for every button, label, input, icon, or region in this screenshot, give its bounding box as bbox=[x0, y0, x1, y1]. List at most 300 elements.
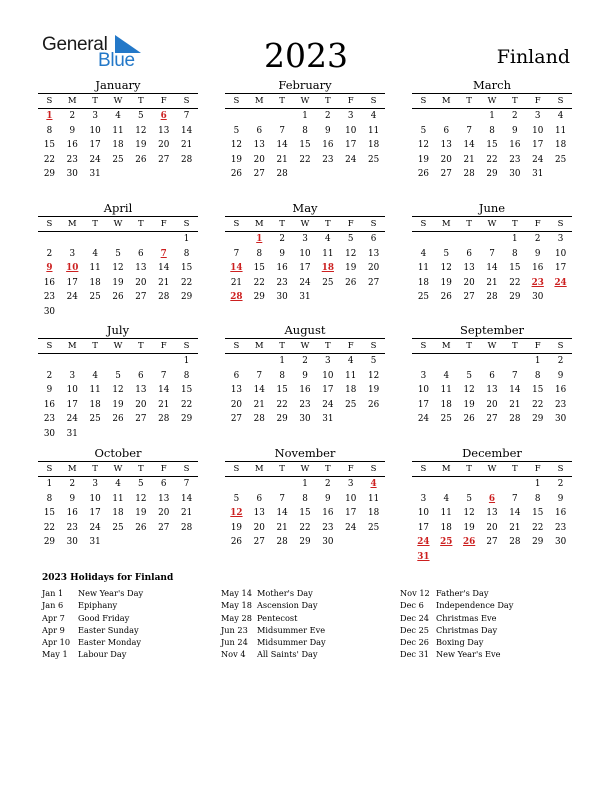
weekday-label: W bbox=[300, 464, 310, 474]
holiday-date: Apr 7 bbox=[42, 612, 65, 623]
day-cell: 9 bbox=[512, 125, 518, 136]
day-cell: 6 bbox=[466, 248, 472, 259]
day-cell: 30 bbox=[43, 306, 56, 317]
weekday-label: F bbox=[534, 341, 541, 351]
empty-day-cell bbox=[38, 354, 61, 369]
weekday-header bbox=[38, 338, 198, 354]
day-cell: 23 bbox=[66, 154, 78, 165]
day-cell: 6 bbox=[370, 234, 377, 244]
holiday-name: Ascension Day bbox=[257, 600, 318, 611]
weekday-label: W bbox=[487, 219, 497, 229]
day-cell: 22 bbox=[532, 399, 544, 410]
month-name: August bbox=[284, 323, 326, 337]
day-cell: 10 bbox=[89, 125, 101, 136]
holiday-name: Easter Monday bbox=[78, 637, 142, 648]
day-cell: 5 bbox=[466, 493, 472, 504]
holiday-row bbox=[221, 612, 326, 624]
day-cell: 11 bbox=[367, 125, 380, 136]
month-september bbox=[412, 323, 572, 427]
weekday-label: T bbox=[466, 219, 472, 229]
weekday-label: S bbox=[183, 219, 190, 229]
holiday-date: Apr 10 bbox=[42, 637, 71, 648]
day-cell: 1 bbox=[183, 234, 190, 244]
day-cell: 24 bbox=[417, 414, 430, 424]
weekday-label: S bbox=[420, 341, 427, 351]
day-cell: 20 bbox=[230, 399, 243, 410]
empty-day-cell bbox=[38, 232, 61, 247]
day-cell: 19 bbox=[345, 263, 357, 273]
day-cell: 27 bbox=[486, 414, 498, 424]
day-cell: 12 bbox=[135, 125, 147, 136]
weekday-label: T bbox=[279, 96, 285, 106]
day-cell: 25 bbox=[89, 414, 101, 424]
day-cell: 14 bbox=[180, 125, 193, 136]
day-cell: 20 bbox=[486, 522, 498, 533]
day-cell: 8 bbox=[512, 248, 518, 259]
day-cell: 20 bbox=[135, 277, 147, 288]
day-cell: 15 bbox=[43, 140, 56, 150]
day-cell: 14 bbox=[158, 263, 170, 273]
holiday-row bbox=[42, 624, 143, 636]
day-cell: 19 bbox=[135, 140, 147, 150]
day-cell: 7 bbox=[279, 493, 285, 504]
day-cell: 8 bbox=[183, 248, 190, 259]
empty-day-cell bbox=[61, 232, 84, 247]
day-cell: 28 bbox=[276, 537, 288, 547]
weekday-label: M bbox=[441, 96, 451, 106]
weekday-label: S bbox=[557, 341, 564, 351]
holiday-column bbox=[221, 587, 326, 661]
holiday-name: Midsummer Eve bbox=[257, 624, 326, 635]
holiday-date: Nov 12 bbox=[400, 588, 430, 598]
day-grid bbox=[38, 477, 198, 550]
weekday-label: M bbox=[441, 464, 451, 474]
day-cell: 19 bbox=[463, 399, 475, 410]
day-cell: 30 bbox=[532, 292, 544, 302]
weekday-label: T bbox=[512, 464, 518, 474]
empty-day-cell bbox=[271, 109, 294, 124]
day-cell: 16 bbox=[43, 399, 56, 410]
holiday-row bbox=[42, 648, 143, 660]
day-cell: 4 bbox=[115, 479, 121, 489]
month-name: May bbox=[292, 201, 318, 215]
holiday-day-cell: 24 bbox=[417, 537, 430, 547]
holiday-day-cell: 31 bbox=[417, 551, 430, 562]
empty-day-cell bbox=[225, 109, 248, 124]
day-cell: 15 bbox=[276, 385, 288, 395]
day-cell: 16 bbox=[43, 277, 56, 288]
weekday-label: T bbox=[92, 464, 98, 474]
day-cell: 5 bbox=[420, 125, 427, 136]
day-cell: 4 bbox=[420, 248, 427, 259]
day-cell: 2 bbox=[325, 111, 331, 121]
day-cell: 1 bbox=[534, 479, 541, 489]
day-cell: 2 bbox=[557, 479, 564, 489]
day-cell: 3 bbox=[420, 493, 427, 504]
day-cell: 5 bbox=[115, 370, 121, 381]
day-cell: 16 bbox=[299, 385, 311, 395]
day-cell: 25 bbox=[440, 414, 452, 424]
day-cell: 18 bbox=[440, 522, 452, 533]
day-cell: 9 bbox=[557, 370, 564, 381]
day-cell: 6 bbox=[233, 370, 240, 381]
day-cell: 19 bbox=[417, 154, 430, 165]
empty-day-cell bbox=[107, 354, 130, 369]
day-cell: 25 bbox=[554, 154, 567, 165]
day-cell: 26 bbox=[135, 522, 147, 533]
holiday-day-cell: 6 bbox=[160, 111, 167, 121]
day-cell: 6 bbox=[160, 479, 167, 489]
month-name: March bbox=[473, 78, 511, 92]
day-cell: 1 bbox=[489, 111, 495, 121]
holiday-name: Christmas Eve bbox=[436, 612, 497, 623]
empty-day-cell bbox=[435, 477, 458, 492]
day-cell: 21 bbox=[509, 399, 521, 410]
weekday-label: F bbox=[534, 219, 541, 229]
weekday-label: S bbox=[420, 96, 427, 106]
day-cell: 28 bbox=[463, 169, 475, 179]
day-cell: 20 bbox=[253, 522, 265, 533]
weekday-header bbox=[225, 216, 385, 232]
holiday-day-cell: 4 bbox=[370, 479, 377, 489]
weekday-label: S bbox=[370, 96, 377, 106]
weekday-label: W bbox=[487, 464, 497, 474]
day-cell: 1 bbox=[512, 234, 518, 244]
day-cell: 8 bbox=[46, 493, 53, 504]
weekday-label: W bbox=[113, 219, 123, 229]
day-cell: 19 bbox=[112, 277, 124, 288]
day-cell: 12 bbox=[417, 140, 430, 150]
day-cell: 3 bbox=[347, 479, 354, 489]
weekday-label: F bbox=[347, 341, 354, 351]
day-cell: 15 bbox=[180, 385, 193, 395]
day-cell: 17 bbox=[89, 508, 101, 518]
empty-day-cell bbox=[248, 109, 271, 124]
holiday-name: New Year's Eve bbox=[436, 649, 501, 660]
day-cell: 19 bbox=[135, 508, 147, 518]
day-cell: 12 bbox=[112, 263, 124, 273]
day-grid bbox=[412, 477, 572, 564]
holiday-name: Epiphany bbox=[78, 600, 118, 611]
day-cell: 29 bbox=[532, 537, 544, 547]
day-cell: 11 bbox=[345, 370, 357, 381]
day-cell: 19 bbox=[463, 522, 475, 533]
day-cell: 28 bbox=[509, 414, 521, 424]
month-name: January bbox=[95, 78, 141, 92]
day-cell: 27 bbox=[135, 292, 147, 302]
day-cell: 8 bbox=[302, 125, 308, 136]
day-cell: 2 bbox=[302, 356, 308, 366]
holiday-name: Father's Day bbox=[436, 588, 489, 598]
day-cell: 31 bbox=[89, 169, 101, 179]
day-cell: 24 bbox=[322, 399, 334, 410]
day-cell: 3 bbox=[347, 111, 354, 121]
day-cell: 24 bbox=[345, 154, 357, 165]
weekday-label: T bbox=[466, 96, 472, 106]
day-cell: 19 bbox=[440, 277, 452, 288]
day-cell: 28 bbox=[276, 169, 288, 179]
holiday-day-cell: 10 bbox=[66, 263, 79, 273]
day-cell: 13 bbox=[440, 140, 452, 150]
weekday-label: W bbox=[113, 341, 123, 351]
day-cell: 29 bbox=[276, 414, 288, 424]
day-cell: 18 bbox=[554, 140, 567, 150]
day-cell: 11 bbox=[440, 385, 452, 395]
empty-day-cell bbox=[248, 354, 271, 369]
weekday-label: T bbox=[92, 219, 98, 229]
day-cell: 30 bbox=[299, 414, 311, 424]
weekday-label: S bbox=[46, 341, 53, 351]
weekday-label: M bbox=[67, 96, 77, 106]
day-cell: 31 bbox=[66, 428, 78, 439]
day-cell: 28 bbox=[158, 292, 170, 302]
day-cell: 5 bbox=[233, 493, 240, 504]
holiday-day-cell: 18 bbox=[321, 263, 334, 273]
day-cell: 12 bbox=[135, 493, 147, 504]
holiday-name: Christmas Day bbox=[436, 624, 498, 635]
weekday-header bbox=[412, 93, 572, 109]
holiday-date: May 1 bbox=[42, 649, 68, 660]
day-cell: 17 bbox=[322, 385, 334, 395]
day-cell: 12 bbox=[345, 248, 357, 259]
day-cell: 5 bbox=[443, 248, 450, 259]
holiday-row bbox=[400, 587, 513, 599]
day-cell: 28 bbox=[180, 154, 193, 165]
month-name: February bbox=[278, 78, 332, 92]
day-cell: 3 bbox=[557, 234, 564, 244]
day-cell: 8 bbox=[46, 125, 53, 136]
day-cell: 8 bbox=[183, 370, 190, 381]
day-cell: 13 bbox=[230, 385, 243, 395]
day-cell: 30 bbox=[276, 292, 288, 302]
holiday-day-cell: 6 bbox=[488, 493, 496, 504]
day-cell: 19 bbox=[112, 399, 124, 410]
day-cell: 19 bbox=[230, 522, 243, 533]
weekday-label: F bbox=[347, 96, 354, 106]
day-cell: 29 bbox=[532, 414, 544, 424]
day-cell: 6 bbox=[443, 125, 450, 136]
empty-day-cell bbox=[248, 477, 271, 492]
month-october bbox=[38, 446, 198, 550]
day-cell: 6 bbox=[256, 493, 263, 504]
weekday-label: W bbox=[300, 96, 310, 106]
day-cell: 10 bbox=[417, 385, 430, 395]
day-cell: 12 bbox=[440, 263, 452, 273]
day-cell: 16 bbox=[66, 508, 78, 518]
day-cell: 29 bbox=[299, 537, 311, 547]
holiday-row bbox=[42, 636, 143, 648]
day-cell: 7 bbox=[256, 370, 263, 381]
day-cell: 9 bbox=[534, 248, 541, 259]
day-cell: 13 bbox=[135, 385, 147, 395]
day-cell: 4 bbox=[557, 111, 564, 121]
day-cell: 29 bbox=[486, 169, 498, 179]
month-december bbox=[412, 446, 572, 564]
holiday-day-cell: 9 bbox=[46, 263, 53, 273]
day-cell: 7 bbox=[183, 111, 190, 121]
weekday-header bbox=[225, 338, 385, 354]
weekday-label: S bbox=[370, 464, 377, 474]
day-cell: 3 bbox=[92, 479, 98, 489]
day-cell: 7 bbox=[466, 125, 472, 136]
holiday-name: All Saints' Day bbox=[257, 649, 318, 660]
holiday-column bbox=[42, 587, 143, 661]
day-cell: 20 bbox=[486, 399, 498, 410]
day-cell: 30 bbox=[322, 537, 334, 547]
day-cell: 14 bbox=[509, 508, 521, 518]
day-cell: 16 bbox=[66, 140, 78, 150]
empty-day-cell bbox=[481, 477, 504, 492]
country-name: Finland bbox=[496, 46, 570, 68]
weekday-label: S bbox=[420, 219, 427, 229]
holiday-column bbox=[400, 587, 513, 661]
day-cell: 18 bbox=[89, 277, 101, 288]
day-cell: 13 bbox=[253, 508, 265, 518]
day-cell: 11 bbox=[89, 263, 101, 273]
day-cell: 8 bbox=[256, 248, 263, 259]
day-cell: 3 bbox=[92, 111, 98, 121]
day-cell: 12 bbox=[463, 508, 475, 518]
day-cell: 2 bbox=[279, 234, 285, 244]
weekday-label: T bbox=[138, 219, 144, 229]
month-name: July bbox=[106, 323, 130, 337]
holiday-date: Jun 24 bbox=[221, 637, 248, 648]
empty-day-cell bbox=[458, 354, 481, 369]
day-cell: 10 bbox=[345, 493, 357, 504]
day-cell: 16 bbox=[532, 263, 544, 273]
day-cell: 18 bbox=[367, 508, 380, 518]
day-cell: 27 bbox=[440, 169, 452, 179]
weekday-label: M bbox=[254, 96, 264, 106]
holiday-row bbox=[221, 636, 326, 648]
day-cell: 29 bbox=[509, 292, 521, 302]
day-cell: 16 bbox=[322, 508, 334, 518]
day-cell: 22 bbox=[299, 154, 311, 165]
day-cell: 3 bbox=[302, 234, 308, 244]
month-march bbox=[412, 78, 572, 182]
weekday-header bbox=[225, 93, 385, 109]
day-cell: 27 bbox=[486, 537, 498, 547]
day-cell: 14 bbox=[276, 140, 288, 150]
weekday-label: T bbox=[325, 219, 331, 229]
day-cell: 19 bbox=[367, 385, 380, 395]
day-cell: 13 bbox=[486, 385, 498, 395]
day-cell: 11 bbox=[322, 248, 334, 259]
day-cell: 21 bbox=[230, 277, 243, 288]
weekday-label: S bbox=[183, 96, 190, 106]
weekday-header bbox=[412, 338, 572, 354]
day-cell: 15 bbox=[180, 263, 193, 273]
day-cell: 27 bbox=[253, 169, 265, 179]
day-cell: 21 bbox=[180, 508, 193, 518]
weekday-label: F bbox=[160, 96, 167, 106]
day-cell: 3 bbox=[534, 111, 541, 121]
day-cell: 22 bbox=[486, 154, 498, 165]
day-cell: 11 bbox=[112, 493, 124, 504]
holiday-day-cell: 12 bbox=[230, 508, 243, 518]
weekday-label: T bbox=[512, 219, 518, 229]
weekday-label: S bbox=[557, 96, 564, 106]
day-cell: 7 bbox=[512, 370, 518, 381]
day-cell: 16 bbox=[509, 140, 521, 150]
weekday-label: T bbox=[325, 464, 331, 474]
day-cell: 25 bbox=[112, 522, 124, 533]
day-cell: 6 bbox=[256, 125, 263, 136]
day-cell: 30 bbox=[509, 169, 521, 179]
day-cell: 13 bbox=[135, 263, 147, 273]
month-name: June bbox=[478, 201, 506, 215]
day-cell: 8 bbox=[534, 370, 541, 381]
day-cell: 25 bbox=[345, 399, 357, 410]
day-cell: 28 bbox=[486, 292, 498, 302]
weekday-label: T bbox=[92, 96, 98, 106]
day-cell: 10 bbox=[554, 248, 567, 259]
day-cell: 2 bbox=[69, 479, 76, 489]
empty-day-cell bbox=[503, 354, 526, 369]
weekday-header bbox=[412, 461, 572, 477]
weekday-label: W bbox=[300, 219, 310, 229]
day-cell: 22 bbox=[43, 154, 56, 165]
empty-day-cell bbox=[152, 354, 175, 369]
day-cell: 18 bbox=[417, 277, 430, 288]
day-cell: 1 bbox=[534, 356, 541, 366]
day-cell: 31 bbox=[299, 292, 311, 302]
holiday-day-cell: 7 bbox=[160, 248, 167, 259]
holiday-name: Boxing Day bbox=[436, 637, 484, 648]
day-grid bbox=[412, 232, 572, 305]
empty-day-cell bbox=[458, 109, 481, 124]
weekday-label: T bbox=[466, 464, 472, 474]
weekday-label: S bbox=[370, 341, 377, 351]
day-cell: 30 bbox=[554, 537, 567, 547]
holiday-name: Labour Day bbox=[78, 649, 127, 660]
day-grid bbox=[225, 477, 385, 550]
weekday-label: F bbox=[534, 96, 541, 106]
weekday-label: S bbox=[233, 341, 240, 351]
day-cell: 15 bbox=[299, 508, 311, 518]
day-cell: 3 bbox=[69, 248, 76, 259]
day-cell: 4 bbox=[370, 111, 377, 121]
day-cell: 5 bbox=[115, 248, 121, 259]
day-cell: 1 bbox=[279, 356, 285, 366]
day-cell: 8 bbox=[279, 370, 285, 381]
day-cell: 29 bbox=[180, 414, 193, 424]
holiday-date: May 14 bbox=[221, 588, 252, 598]
day-cell: 22 bbox=[43, 522, 56, 533]
day-cell: 4 bbox=[92, 248, 98, 259]
day-cell: 25 bbox=[322, 277, 334, 288]
holiday-row bbox=[42, 587, 143, 599]
holiday-date: May 28 bbox=[221, 612, 252, 623]
day-grid bbox=[38, 232, 198, 319]
calendar-year: 2023 bbox=[264, 36, 348, 75]
day-cell: 23 bbox=[299, 399, 311, 410]
weekday-header bbox=[38, 461, 198, 477]
weekday-label: S bbox=[46, 219, 53, 229]
holiday-date: Apr 9 bbox=[42, 624, 65, 635]
day-cell: 11 bbox=[440, 508, 452, 518]
day-cell: 18 bbox=[112, 140, 124, 150]
day-cell: 28 bbox=[158, 414, 170, 424]
day-cell: 6 bbox=[138, 370, 144, 381]
day-cell: 12 bbox=[112, 385, 124, 395]
day-cell: 20 bbox=[440, 154, 452, 165]
day-cell: 26 bbox=[440, 292, 452, 302]
empty-day-cell bbox=[435, 354, 458, 369]
day-cell: 14 bbox=[276, 508, 288, 518]
month-july bbox=[38, 323, 198, 441]
day-cell: 29 bbox=[43, 169, 56, 179]
